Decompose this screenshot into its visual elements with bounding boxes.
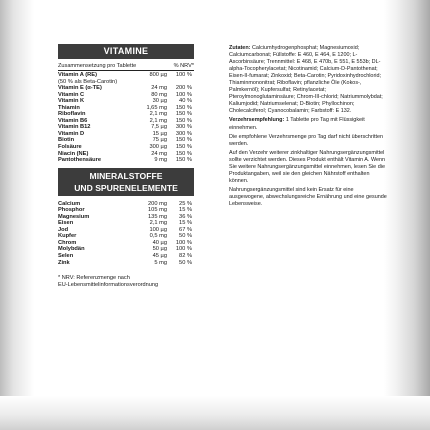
- nutrient-amount: 75 µg: [152, 137, 167, 144]
- dosage-paragraph: [229, 117, 389, 131]
- nutrient-name: Phosphor: [58, 207, 85, 214]
- footnote-line2: EU-Lebensmittelinformationsverordnung: [58, 282, 159, 289]
- vitamine-heading: VITAMINE: [58, 44, 194, 59]
- nutrient-nrv: 150 %: [175, 150, 192, 157]
- nutrient-amount: 24 mg: [151, 85, 167, 92]
- nutrient-amount: 2,1 mg: [149, 220, 167, 227]
- nutrient-nrv: 150 %: [175, 104, 192, 111]
- composition-header: Zusammensetzung pro Tablette: [58, 63, 137, 69]
- nutrient-name: Jod: [58, 226, 69, 233]
- nutrient-amount: 0,5 mg: [149, 233, 167, 240]
- nutrient-nrv: 67 %: [179, 226, 192, 233]
- nutrient-name: Kupfer: [58, 233, 77, 240]
- package-edge-right: [384, 0, 430, 430]
- nutrient-name: Molybdän: [58, 246, 85, 253]
- minerals-heading-line2: UND SPURENELEMENTE: [74, 182, 178, 193]
- nutrient-nrv: 150 %: [175, 137, 192, 144]
- nutrient-name: Vitamin K: [58, 98, 85, 105]
- nutrient-amount: 45 µg: [152, 253, 167, 260]
- nutrient-nrv: 36 %: [179, 213, 192, 220]
- footnote-line1: * NRV: Referenzmenge nach: [58, 275, 130, 282]
- nutrient-amount: 15 µg: [152, 130, 167, 137]
- nutrient-nrv: 50 %: [179, 259, 192, 266]
- package-edge-left: [0, 0, 34, 430]
- nutrient-nrv: 100 %: [175, 246, 192, 253]
- nutrient-nrv: 300 %: [175, 124, 192, 131]
- nutrient-amount: 5 mg: [154, 259, 167, 266]
- nutrient-amount: 135 mg: [148, 213, 167, 220]
- nutrient-name: Pantothensäure: [58, 157, 101, 164]
- nutrient-name: Vitamin D: [58, 130, 85, 137]
- nutrient-amount: 7,5 µg: [151, 124, 167, 131]
- nutrient-name: Vitamin A (RE): [58, 72, 97, 78]
- nutrient-name: Thiamin: [58, 104, 80, 111]
- mineral-table: [58, 201, 194, 266]
- ingredients-paragraph: [229, 45, 389, 115]
- nutrient-amount: 50 µg: [152, 246, 167, 253]
- nutrient-name: Folsäure: [58, 144, 82, 151]
- nutrient-name: Biotin: [58, 137, 75, 144]
- nutrient-amount: 40 µg: [152, 239, 167, 246]
- nutrient-nrv: 15 %: [179, 220, 192, 227]
- nutrition-panel: [58, 44, 194, 290]
- nutrient-name: Riboflavin: [58, 111, 86, 118]
- nutrient-amount: 30 µg: [152, 98, 167, 105]
- ingredients-column: [229, 45, 389, 210]
- ingredients-text: Calciumhydrogenphosphat; Magnesiumoxid; Calciumcarbonat; Füllstoffe: E 460, E 464, E 1200; L-Ascorbinsäure; Trennmittel: E 468, E 470b, E 551, E 553b; DL-alpha-Tocopherylacetat; Nicotinamid; Calcium-D-Pantothenat; Eisen-II-fumarat; Zinkoxid; Beta-Carotin; Pyridoxinhydrochlorid; Thiaminmononitrat; Riboflavin; pflanzliche Öle (Kokos-, Palmkernöl); Kupfersulfat; Retinylacetat; Pteroylmonoglutaminsäure; Chrom-III-chlorid; Natriummolybdat; Kaliumjodid; Natriumselenat; D-Biotin; Phyllochinon; Cholecalciferol; Cyanocobalamin; Farbstoff: E 132.: [229, 45, 383, 115]
- package-edge-bottom: [0, 396, 430, 430]
- minerals-heading: [58, 168, 194, 196]
- nutrient-nrv: 150 %: [175, 157, 192, 164]
- nutrient-name: Vitamin C: [58, 91, 85, 98]
- nutrient-name: Eisen: [58, 220, 74, 227]
- nutrient-nrv: 25 %: [179, 200, 192, 207]
- note-daily-limit: Die empfohlene Verzehrsmenge pro Tag darf nicht überschritten werden.: [229, 133, 384, 147]
- table-row: [58, 260, 194, 267]
- nrv-footnote: [58, 275, 194, 290]
- nutrient-name: Niacin (NE): [58, 150, 89, 157]
- nutrient-name: Vitamin E (α-TE): [58, 85, 102, 92]
- nutrient-name: Calcium: [58, 200, 81, 207]
- dosage-label: Verzehrsempfehlung:: [229, 117, 285, 124]
- nutrient-nrv: 100 %: [175, 91, 192, 98]
- nutrient-nrv: 50 %: [179, 233, 192, 240]
- nutrient-name: (50 % als Beta-Carotin): [58, 78, 118, 85]
- nutrient-amount: 24 mg: [151, 150, 167, 157]
- nutrient-nrv: 100 %: [175, 72, 192, 78]
- nutrient-name: Magnesium: [58, 213, 90, 220]
- nutrient-amount: 80 mg: [151, 91, 167, 98]
- nutrient-nrv: 40 %: [179, 98, 192, 105]
- nutrient-nrv: 150 %: [175, 144, 192, 151]
- nutrient-nrv: 150 %: [175, 111, 192, 118]
- nutrient-amount: 2,1 mg: [149, 111, 167, 118]
- ingredients-label: Zutaten:: [229, 45, 251, 51]
- note-zinc-vitamin-a: Auf den Verzehr weiterer zinkhaltiger Nahrungsergänzungsmittel sollte verzichtet werden. Dieses Produkt enthält Vitamin A. Wenn Sie weitere Nahrungsergänzungsmittel einnehmen, lesen Sie die Produktangaben, weil sie den gleichen Nährstoff enthalten können.: [229, 149, 386, 184]
- minerals-heading-line1: MINERALSTOFFE: [89, 170, 163, 181]
- nutrient-amount: 800 µg: [149, 72, 167, 78]
- nrv-header: % NRV*: [173, 63, 194, 69]
- nutrient-name: Vitamin B6: [58, 117, 88, 124]
- nutrient-amount: 9 mg: [154, 157, 167, 164]
- nutrient-amount: 2,1 mg: [149, 117, 167, 124]
- table-column-header: [58, 59, 194, 71]
- nutrient-amount: 300 µg: [149, 144, 167, 151]
- nutrient-name: Chrom: [58, 239, 77, 246]
- nutrient-nrv: 100 %: [175, 239, 192, 246]
- nutrient-amount: 200 mg: [148, 200, 167, 207]
- vitamin-table: [58, 72, 194, 164]
- nutrient-nrv: 15 %: [179, 207, 192, 214]
- nutrient-amount: 105 mg: [148, 207, 167, 214]
- nutrient-amount: 100 µg: [149, 226, 167, 233]
- nutrient-nrv: 300 %: [175, 130, 192, 137]
- nutrient-nrv: 82 %: [179, 253, 192, 260]
- nutrient-name: Vitamin B12: [58, 124, 91, 131]
- nutrient-name: Zink: [58, 259, 70, 266]
- table-row: [58, 157, 194, 164]
- nutrient-nrv: 150 %: [175, 117, 192, 124]
- note-supplement-disclaimer: Nahrungsergänzungsmittel sind kein Ersatz für eine ausgewogene, abwechslungsreiche Ernährung und eine gesunde Lebensweise.: [229, 186, 387, 207]
- nutrient-name: Selen: [58, 253, 74, 260]
- nutrient-amount: 1,65 mg: [146, 104, 167, 111]
- nutrient-nrv: 200 %: [175, 85, 192, 92]
- dosage-text: 1 Tablette pro Tag mit Flüssigkeit einnehmen.: [229, 117, 365, 131]
